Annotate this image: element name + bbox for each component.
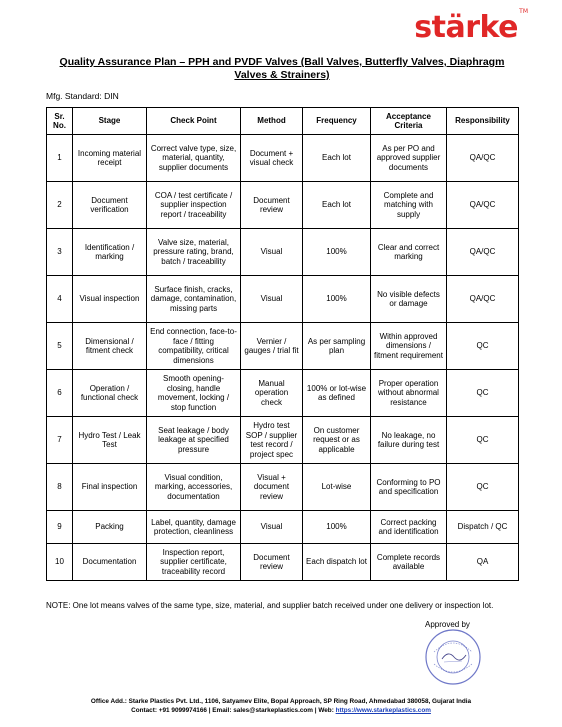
cell-responsibility: QA/QC — [447, 182, 519, 229]
header-sr-no: Sr. No. — [47, 108, 73, 135]
cell-method: Document review — [241, 182, 303, 229]
cell-responsibility: QC — [447, 417, 519, 464]
cell-frequency: 100% or lot-wise as defined — [303, 370, 371, 417]
cell-acceptance: Conforming to PO and specification — [371, 464, 447, 511]
contact-details: Contact: +91 9099974166 | Email: sales@starkeplastics.com | Web: — [131, 707, 336, 714]
cell-responsibility: QC — [447, 323, 519, 370]
cell-stage: Documentation — [73, 544, 147, 581]
cell-acceptance: No visible defects or damage — [371, 276, 447, 323]
cell-sr: 3 — [47, 229, 73, 276]
cell-sr: 7 — [47, 417, 73, 464]
cell-acceptance: Correct packing and identification — [371, 511, 447, 544]
table-header-row — [47, 108, 519, 135]
cell-stage: Dimensional / fitment check — [73, 323, 147, 370]
cell-responsibility: QA/QC — [447, 135, 519, 182]
cell-responsibility: QC — [447, 464, 519, 511]
cell-check-point: Seat leakage / body leakage at specified pressure — [147, 417, 241, 464]
cell-method: Visual + document review — [241, 464, 303, 511]
cell-method: Visual — [241, 276, 303, 323]
cell-method: Document + visual check — [241, 135, 303, 182]
cell-method: Hydro test SOP / supplier test record / project spec — [241, 417, 303, 464]
cell-check-point: Label, quantity, damage protection, cleanliness — [147, 511, 241, 544]
header-frequency: Frequency — [303, 108, 371, 135]
cell-sr: 1 — [47, 135, 73, 182]
cell-acceptance: As per PO and approved supplier documents — [371, 135, 447, 182]
table-row — [47, 417, 519, 464]
cell-responsibility: QA — [447, 544, 519, 581]
mfg-standard: Mfg. Standard: DIN — [46, 91, 119, 101]
cell-sr: 10 — [47, 544, 73, 581]
cell-method: Manual operation check — [241, 370, 303, 417]
cell-acceptance: Proper operation without abnormal resistance — [371, 370, 447, 417]
cell-method: Vernier / gauges / trial fit — [241, 323, 303, 370]
table-row — [47, 544, 519, 581]
cell-sr: 6 — [47, 370, 73, 417]
website-link[interactable]: https://www.starkeplastics.com — [335, 707, 431, 714]
cell-sr: 4 — [47, 276, 73, 323]
header-stage: Stage — [73, 108, 147, 135]
cell-frequency: As per sampling plan — [303, 323, 371, 370]
cell-check-point: Correct valve type, size, material, quantity, supplier documents — [147, 135, 241, 182]
cell-responsibility: QC — [447, 370, 519, 417]
table-row — [47, 511, 519, 544]
qa-plan-table — [46, 107, 519, 581]
contact-line — [0, 706, 562, 715]
header-check-point: Check Point — [147, 108, 241, 135]
cell-frequency: Each lot — [303, 182, 371, 229]
document-title: Quality Assurance Plan – PPH and PVDF Valves (Ball Valves, Butterfly Valves, Diaphragm Valves & Strainers) — [59, 56, 505, 81]
cell-responsibility: QA/QC — [447, 276, 519, 323]
cell-stage: Document verification — [73, 182, 147, 229]
cell-stage: Hydro Test / Leak Test — [73, 417, 147, 464]
cell-stage: Packing — [73, 511, 147, 544]
cell-check-point: End connection, face-to-face / fitting compatibility, critical dimensions — [147, 323, 241, 370]
cell-check-point: Valve size, material, pressure rating, brand, batch / traceability — [147, 229, 241, 276]
cell-sr: 5 — [47, 323, 73, 370]
cell-check-point: Surface finish, cracks, damage, contamination, missing parts — [147, 276, 241, 323]
table-row — [47, 135, 519, 182]
cell-method: Visual — [241, 229, 303, 276]
logo-text: stärke — [414, 10, 518, 45]
company-logo — [414, 8, 528, 45]
cell-acceptance: Clear and correct marking — [371, 229, 447, 276]
cell-stage: Visual inspection — [73, 276, 147, 323]
cell-frequency: Each dispatch lot — [303, 544, 371, 581]
table-row — [47, 229, 519, 276]
header-responsibility: Responsibility — [447, 108, 519, 135]
cell-sr: 2 — [47, 182, 73, 229]
cell-check-point: Inspection report, supplier certificate, traceability record — [147, 544, 241, 581]
cell-check-point: COA / test certificate / supplier inspection report / traceability — [147, 182, 241, 229]
header-method: Method — [241, 108, 303, 135]
cell-frequency: Each lot — [303, 135, 371, 182]
approved-by-label: Approved by — [425, 620, 470, 629]
cell-responsibility: QA/QC — [447, 229, 519, 276]
lot-definition-note: NOTE: One lot means valves of the same type, size, material, and supplier batch received under one delivery or inspection lot. — [46, 601, 494, 610]
office-address: Office Add.: Starke Plastics Pvt. Ltd., 1106, Satyamev Elite, Bopal Approach, SP Ring Road, Ahmedabad 380058, Gujarat India — [90, 698, 472, 705]
header-acceptance-criteria: Acceptance Criteria — [371, 108, 447, 135]
cell-stage: Operation / functional check — [73, 370, 147, 417]
table-row — [47, 323, 519, 370]
table-row — [47, 182, 519, 229]
cell-sr: 9 — [47, 511, 73, 544]
cell-frequency: 100% — [303, 276, 371, 323]
trademark-mark: TM — [519, 8, 528, 15]
cell-check-point: Visual condition, marking, accessories, documentation — [147, 464, 241, 511]
cell-frequency: Lot-wise — [303, 464, 371, 511]
cell-stage: Identification / marking — [73, 229, 147, 276]
table-row — [47, 464, 519, 511]
cell-check-point: Smooth opening-closing, handle movement, locking / stop function — [147, 370, 241, 417]
table-row — [47, 370, 519, 417]
cell-method: Document review — [241, 544, 303, 581]
cell-acceptance: Complete and matching with supply — [371, 182, 447, 229]
cell-acceptance: Within approved dimensions / fitment requirement — [371, 323, 447, 370]
cell-frequency: 100% — [303, 511, 371, 544]
table-row — [47, 276, 519, 323]
cell-responsibility: Dispatch / QC — [447, 511, 519, 544]
cell-stage: Final inspection — [73, 464, 147, 511]
cell-acceptance: No leakage, no failure during test — [371, 417, 447, 464]
cell-frequency: 100% — [303, 229, 371, 276]
page-footer — [0, 697, 562, 715]
cell-frequency: On customer request or as applicable — [303, 417, 371, 464]
cell-method: Visual — [241, 511, 303, 544]
cell-acceptance: Complete records available — [371, 544, 447, 581]
cell-stage: Incoming material receipt — [73, 135, 147, 182]
company-stamp — [424, 628, 482, 686]
cell-sr: 8 — [47, 464, 73, 511]
